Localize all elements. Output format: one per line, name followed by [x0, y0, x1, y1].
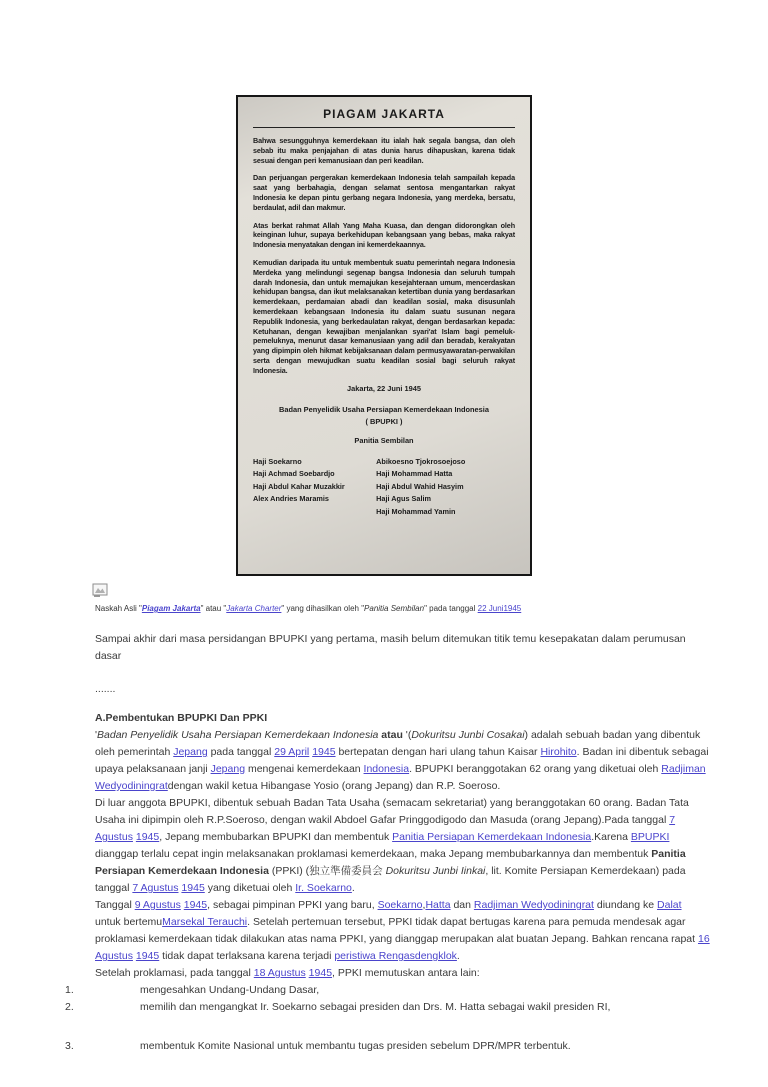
paragraph-proklamasi [65, 965, 710, 982]
signatory-name: Haji Abdul Kahar Muzakkir [253, 481, 345, 491]
text-link[interactable]: Marsekal Terauchi [162, 916, 248, 928]
paragraph-ppki-dalat [65, 897, 710, 965]
text-link[interactable]: 7 Agustus [132, 882, 179, 894]
text-link[interactable]: 1945 [135, 950, 160, 962]
text-run: . Badan ini dibentuk sebagai upaya pelaksanaan janji [95, 746, 709, 775]
ellipsis-line: ....... [95, 683, 116, 695]
text-run: bertepatan dengan hari ulang tahun Kaisar [335, 746, 541, 758]
text-link[interactable]: 1945 [183, 899, 208, 911]
scan-panitia-sembilan: Panitia Sembilan [354, 435, 414, 445]
text-run: Panitia Persiapan Kemerdekaan Indonesia [95, 848, 686, 877]
text-run: untuk bertemu [95, 916, 163, 928]
section-heading: A.Pembentukan BPUPKI Dan PPKI [95, 712, 268, 724]
text-run: Dokuritsu Junbi Iinkai [385, 865, 486, 877]
piagam-jakarta-scan [236, 95, 532, 576]
text-link[interactable]: 29 April [274, 746, 310, 758]
image-anchor-icon[interactable] [92, 583, 109, 598]
text-run: , lit. Komite Persiapan Kemerdekaan) pada tanggal [95, 865, 686, 894]
text-run: ' [95, 729, 98, 741]
text-run: Setelah proklamasi, pada tanggal [95, 967, 254, 979]
decision-item [65, 999, 710, 1016]
text-link[interactable]: 16 Agustus [95, 933, 710, 962]
scan-title: PIAGAM JAKARTA [253, 107, 515, 128]
text-link[interactable]: Dalat [657, 899, 682, 911]
scan-org-name: Badan Penyelidik Usaha Persiapan Kemerdekaan Indonesia [279, 404, 489, 414]
text-link[interactable]: Piagam Jakarta [141, 604, 201, 613]
text-run: " pada tanggal [424, 604, 478, 613]
text-link[interactable]: Jepang [173, 746, 208, 758]
signatory-name: Haji Soekarno [253, 456, 302, 466]
text-link[interactable]: 1945 [135, 831, 160, 843]
text-link[interactable]: Hatta [425, 899, 451, 911]
text-run: . Setelah pertemuan tersebut, PPKI tidak dapat bertugas karena para pemuda mendesak agar proklamasi kemerdekaan tidak dilakukan atas nama PPKI, yang dianggap merupakan alat buatan Jepang. Bahkan rencana rapat [95, 916, 698, 945]
decision-number: 1. [65, 984, 74, 996]
text-run: Di luar anggota BPUPKI, dibentuk sebuah Badan Tata Usaha (semacam sekretariat) yang beranggotakan 60 orang. Badan Tata Usaha ini dipimpin oleh R.P.Soeroso, dengan wakil Abdoel Gafar Pringgodigodo dan Masuda (orang Jepang).Pada tanggal [95, 797, 689, 826]
scan-paragraph-4: Kemudian daripada itu untuk membentuk suatu pemerintah negara Indonesia Merdeka yang melindungi segenap bangsa Indonesia dan seluruh tumpah darah Indonesia, dan untuk memajukan kesejahteraan umum, mencerdaskan kehidupan bangsa, dan ikut melaksanakan ketertiban dunia yang berdasarkan kemerdekaan, perdamaian abadi dan keadilan sosial, maka disusunlah kemerdekaan kebangsaan Indonesia itu dalam suatu susunan negara Republik Indonesia, yang berkedaulatan rakyat, dengan berdasarkan kepada: Ketuhanan, dengan kewajiban menjalankan syari'at Islam bagi pemeluk-pemeluknya, menurut dasar kemanusiaan yang adil dan beradab, kerakyatan yang dipimpin oleh hikmat kebijaksanaan dalam permusyawaratan-perwakilan serta dengan mewujudkan suatu keadilan sosial bagi seluruh rakyat Indonesia. [253, 257, 515, 375]
text-link[interactable]: 1945 [503, 604, 522, 613]
text-link[interactable]: 7 Agustus [95, 814, 676, 843]
text-run: . BPUPKI beranggotakan 62 orang yang diketuai oleh [409, 763, 662, 775]
text-run: , sebagai pimpinan PPKI yang baru, [207, 899, 378, 911]
decision-number: 3. [65, 1040, 74, 1052]
decision-text: mengesahkan Undang-Undang Dasar, [140, 984, 320, 996]
scan-paragraph-2: Dan perjuangan pergerakan kemerdekaan Indonesia telah sampailah kepada saat yang berbahagia, dengan selamat sentosa mengantarkan rakyat Indonesia ke depan pintu gerbang negara Indonesia, yang merdeka, bersatu, berdaulat, adil dan makmur. [253, 173, 515, 212]
signatory-name: Abikoesno Tjokrosoejoso [376, 456, 466, 466]
signatory-name: Haji Mohammad Hatta [376, 469, 453, 479]
text-run: tidak dapat terlaksana karena terjadi [159, 950, 335, 962]
paragraph-bpupki [65, 727, 710, 795]
scan-paragraph-1: Bahwa sesungguhnya kemerdekaan itu ialah hak segala bangsa, dan oleh sebab itu maka penjajahan di atas dunia harus dihapuskan, karena tidak sesuai dengan peri kemanusiaan dan peri keadilan. [253, 136, 515, 165]
text-run: " yang dihasilkan oleh " [281, 604, 365, 613]
text-link[interactable]: 1945 [308, 967, 333, 979]
image-caption [95, 604, 685, 613]
signatory-name: Haji Mohammad Yamin [376, 506, 456, 516]
signatory-name: Haji Abdul Wahid Hasyim [376, 481, 464, 491]
text-run: dan [450, 899, 474, 911]
intro-paragraph: Sampai akhir dari masa persidangan BPUPKI yang pertama, masih belum ditemukan titik temu kesepakatan dalam perumusan dasar [95, 633, 686, 662]
text-link[interactable]: Jepang [210, 763, 246, 775]
text-link[interactable]: BPUPKI [630, 831, 670, 843]
text-run: '( [402, 729, 412, 741]
text-run: yang diketuai oleh [204, 882, 296, 894]
text-link[interactable]: Ir. Soekarno [295, 882, 352, 894]
decision-item [65, 1038, 710, 1055]
text-run: ) adalah sebuah badan yang dibentuk oleh pemerintah [95, 729, 701, 758]
text-run: .Karena [591, 831, 631, 843]
text-link[interactable]: Hirohito [540, 746, 577, 758]
text-run: Badan Penyelidik Usaha Persiapan Kemerdekaan Indonesia [97, 729, 379, 741]
text-run: . [456, 950, 460, 962]
scan-dateline: Jakarta, 22 Juni 1945 [347, 383, 421, 393]
text-link[interactable]: Jakarta Charter [226, 604, 282, 613]
text-link[interactable]: Radjiman Wedyodiningrat [95, 763, 706, 792]
text-run: . [351, 882, 355, 894]
text-link[interactable]: 1945 [312, 746, 336, 758]
decision-list [65, 982, 710, 1055]
text-link[interactable]: peristiwa Rengasdengklok [334, 950, 457, 962]
text-link[interactable]: 22 Juni [477, 604, 504, 613]
text-run: , [422, 899, 426, 911]
text-link[interactable]: 9 Agustus [134, 899, 181, 911]
decision-text: membentuk Komite Nasional untuk membantu tugas presiden sebelum DPR/MPR terbentuk. [140, 1040, 571, 1052]
signatories-left [253, 456, 376, 519]
text-link[interactable]: Panitia Persiapan Kemerdekaan Indonesia [392, 831, 592, 843]
text-link[interactable]: 1945 [181, 882, 205, 894]
text-run: pada tanggal [207, 746, 275, 758]
text-run: " atau " [200, 604, 227, 613]
paragraph-tata-usaha [65, 795, 710, 897]
text-run: Dokuritsu Junbi Cosakai [411, 729, 525, 741]
text-run: mengenai kemerdekaan [245, 763, 364, 775]
text-run: diundang ke [593, 899, 658, 911]
text-link[interactable]: 18 Agustus [253, 967, 306, 979]
decision-number: 2. [65, 1001, 74, 1013]
text-link[interactable]: Radjiman Wedyodiningrat [473, 899, 594, 911]
text-run: atau [381, 729, 403, 741]
signatory-name: Haji Achmad Soebardjo [253, 469, 335, 479]
text-run: Naskah Asli " [95, 604, 142, 613]
text-link[interactable]: Soekarno [377, 899, 423, 911]
text-run: , Jepang membubarkan BPUPKI dan membentuk [159, 831, 393, 843]
text-run: Tanggal [95, 899, 135, 911]
text-link[interactable]: Indonesia [363, 763, 410, 775]
text-run: Panitia Sembilan [364, 604, 425, 613]
decision-item [65, 982, 710, 999]
decision-text: memilih dan mengangkat Ir. Soekarno sebagai presiden dan Drs. M. Hatta sebagai wakil presiden RI, [140, 1001, 611, 1013]
scan-org-abbrev: ( BPUPKI ) [365, 416, 403, 426]
signatory-name: Haji Agus Salim [376, 494, 432, 504]
signatory-name: Alex Andries Maramis [253, 494, 329, 504]
text-run: (PPKI) (独立準備委員会 [268, 865, 386, 877]
text-run: dianggap terlalu cepat ingin melaksanakan proklamasi kemerdekaan, maka Jepang membubarkannya dan membentuk [95, 848, 652, 860]
scan-paragraph-3: Atas berkat rahmat Allah Yang Maha Kuasa, dan dengan didorongkan oleh keinginan luhur, supaya berkehidupan kebangsaan yang bebas, maka rakyat Indonesia menyatakan dengan ini kemerdekaannya. [253, 220, 515, 250]
text-run: dengan wakil ketua Hibangase Yosio (orang Jepang) dan R.P. Soeroso. [167, 780, 501, 792]
article-body [65, 631, 710, 1055]
text-run: , PPKI memutuskan antara lain: [332, 967, 480, 979]
signatories [253, 456, 515, 519]
signatories-right [376, 456, 515, 519]
